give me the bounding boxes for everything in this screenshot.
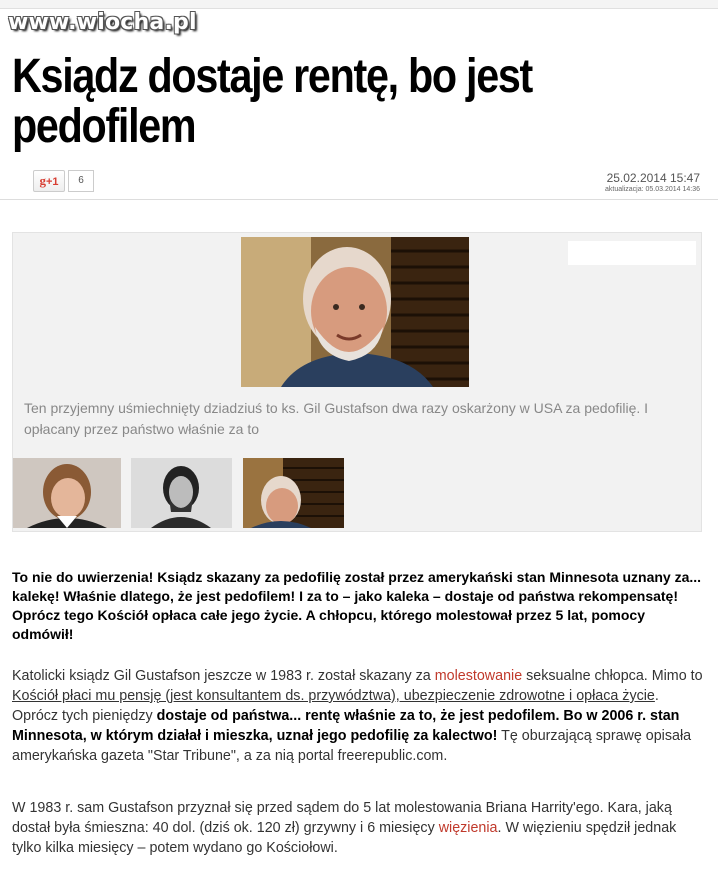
p1-text-3: . Oprócz tych pieniędzy xyxy=(12,688,659,724)
google-plus-button[interactable] xyxy=(33,170,65,192)
p1-text-1: Katolicki ksiądz Gil Gustafson jeszcze w 1983 r. został skazany za xyxy=(12,668,435,684)
photo-caption: Ten przyjemny uśmiechnięty dziadziuś to ks. Gil Gustafson dwa razy oskarżony w USA za pedofilię. I opłacany przez państwo właśnie za to xyxy=(24,400,649,437)
thumbnail-2[interactable] xyxy=(131,458,232,528)
thumbnail-3[interactable] xyxy=(243,458,344,528)
top-strip xyxy=(0,0,718,9)
p2-text-1: W 1983 r. sam Gustafson przyznał się przed sądem do 5 lat molestowania Briana Harrity'ego. Kara, jaką dostał była śmieszna: 40 dol. (dziś ok. 120 zł) grzywny i 6 miesięcy xyxy=(12,800,672,836)
p1-bold: dostaje od państwa... rentę właśnie za to, że jest pedofilem. Bo w 2006 r. stan Minnesota, w którym działał i mieszka, uznał jego pedofilię za kalectwo! xyxy=(12,708,680,744)
article-paragraph-2 xyxy=(12,798,704,858)
article-paragraph-1 xyxy=(12,666,704,766)
main-photo[interactable] xyxy=(241,237,469,387)
p1-text-4: Tę oburzającą sprawę opisała amerykańska gazeta "Star Tribune", a za nią portal freerepublic.com. xyxy=(12,728,692,764)
p2-text-2: . W więzieniu spędził jednak tylko kilka miesięcy – potem wydano go Kościołowi. xyxy=(12,820,677,856)
link-kosciol-placi[interactable]: Kościół płaci mu pensję (jest konsultantem ds. przywództwa), ubezpieczenie zdrowotne i opłaca życie xyxy=(12,688,655,704)
link-wiezienia[interactable]: więzienia xyxy=(438,820,498,836)
article-lead: To nie do uwierzenia! Ksiądz skazany za pedofilię został przez amerykański stan Minnesota uznany za... kalekę! Właśnie dlatego, że jest pedofilem! I za to – jako kaleka – dostaje od państwa rekompensatę! Oprócz tego Kościół opłaca całe jego życie. A chłopcu, którego molestował przez 5 lat, pomocy odmówił! xyxy=(12,569,702,642)
google-plus-label: +1 xyxy=(45,176,59,188)
google-plus-count: 6 xyxy=(68,170,94,192)
article-title: Ksiądz dostaje rentę, bo jest pedofilem xyxy=(12,50,533,153)
site-watermark: www.wiocha.pl xyxy=(8,10,197,35)
link-molestowanie[interactable]: molestowanie xyxy=(434,668,523,684)
header-divider xyxy=(0,199,718,200)
thumbnail-1[interactable] xyxy=(13,458,121,528)
update-date: aktualizacja: 05.03.2014 14:36 xyxy=(605,186,700,193)
publish-date: 25.02.2014 15:47 xyxy=(606,171,700,185)
p1-text-2: seksualne chłopca. Mimo to xyxy=(522,668,703,684)
ad-placeholder xyxy=(568,241,696,265)
google-plus-icon: g xyxy=(39,173,46,188)
